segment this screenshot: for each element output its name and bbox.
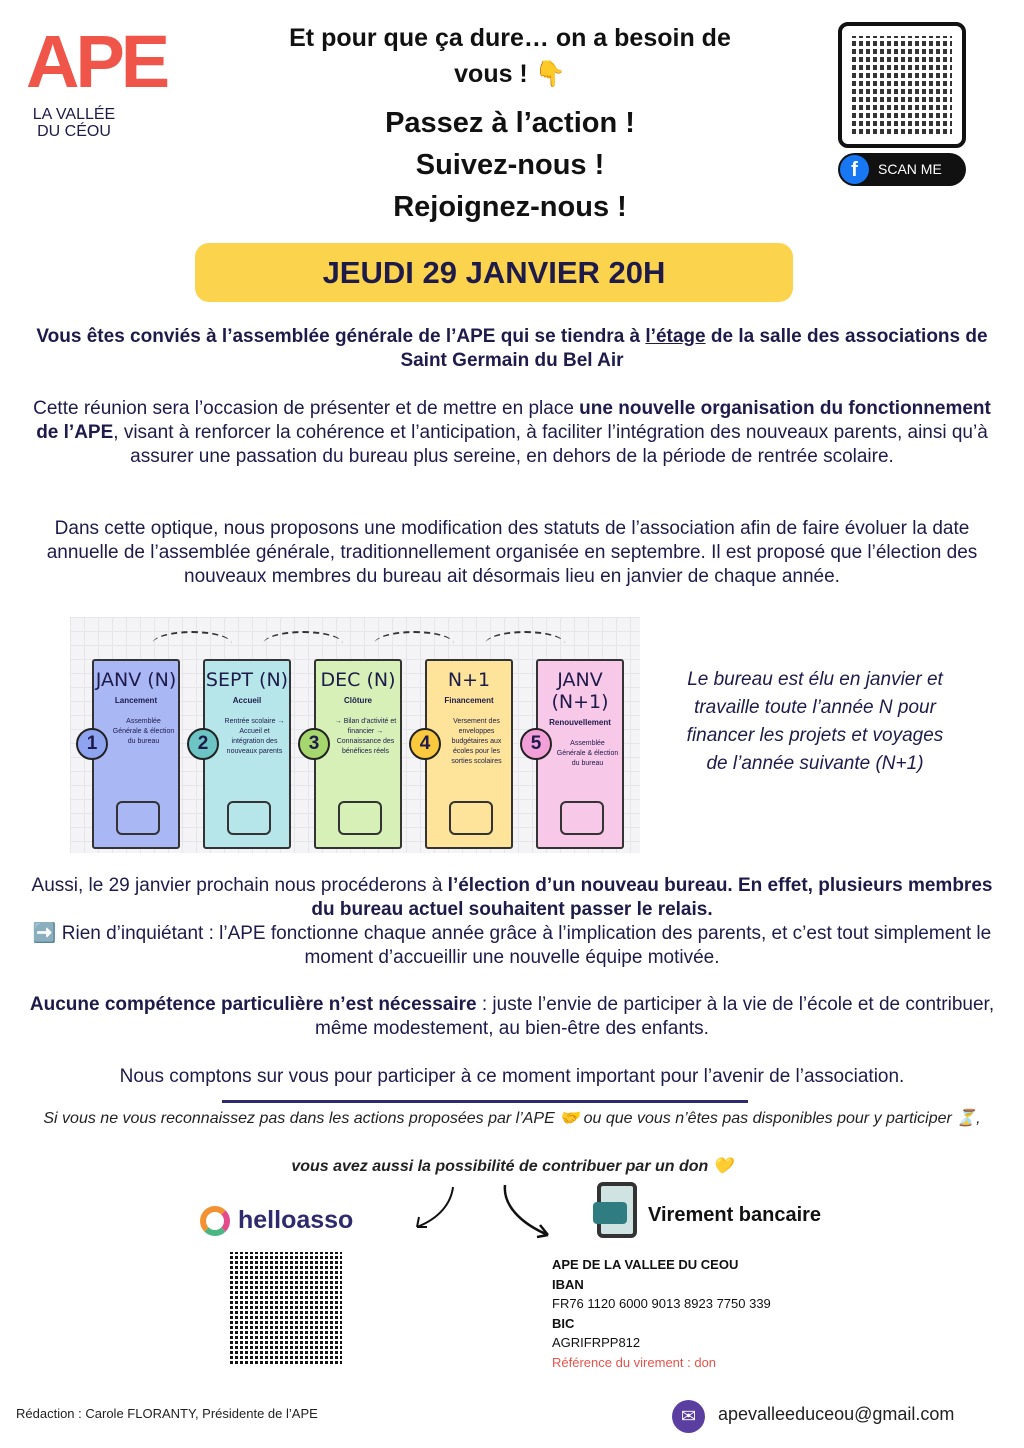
step-number: 4 bbox=[409, 728, 441, 760]
logo-name: LA VALLÉE DU CÉOU bbox=[32, 106, 116, 140]
cta-2: Suivez-nous ! bbox=[415, 149, 605, 181]
step-subtitle: Clôture bbox=[344, 696, 372, 705]
divider bbox=[222, 1100, 748, 1103]
timeline-step-4 bbox=[425, 659, 513, 849]
paragraph-closing: Nous comptons sur vous pour participer à ce moment important pour l’avenir de l’association. bbox=[119, 1066, 905, 1087]
bic-value[interactable]: AGRIFRPP812 bbox=[552, 1335, 641, 1350]
scan-me-label: SCAN ME bbox=[878, 161, 942, 177]
step-description: → Bilan d’activité et financier → Connaissance des bénéfices réels bbox=[334, 718, 397, 755]
paragraph-competence bbox=[27, 993, 997, 1041]
helloasso-qr-code[interactable] bbox=[230, 1252, 342, 1364]
p5-text: : juste l’envie de participer à la vie de l’école et de contribuer, même modestement, au bien-être des enfants. bbox=[315, 994, 995, 1039]
cta-3: Rejoignez-nous ! bbox=[393, 191, 627, 223]
step-title: DEC (N) bbox=[320, 669, 396, 691]
account-holder: APE DE LA VALLEE DU CEOU bbox=[552, 1257, 739, 1272]
dashed-arrow-icon bbox=[374, 631, 454, 657]
p4-bold: l’élection d’un nouveau bureau. En effet, plusieurs membres du bureau actuel souhaitent passer le relais. bbox=[311, 875, 993, 920]
event-date-banner: JEUDI 29 JANVIER 20H bbox=[195, 243, 793, 302]
wallet-phone-icon bbox=[597, 1182, 637, 1238]
step-subtitle: Renouvellement bbox=[549, 718, 611, 727]
p4-text: Aussi, le 29 janvier prochain nous procéderons à bbox=[31, 875, 448, 896]
envelope-icon: ✉ bbox=[672, 1400, 705, 1433]
cta-1: Passez à l’action ! bbox=[385, 107, 635, 139]
timeline-step-3 bbox=[314, 659, 402, 849]
p2-text-end: , visant à renforcer la cohérence et l’anticipation, à faciliter l’intégration des nouveaux parents, ainsi qu’à assurer une passation du bureau plus sereine, en dehors de la période de rentrée scolaire. bbox=[113, 422, 988, 467]
donation-intro: Si vous ne vous reconnaissez pas dans les actions proposées par l’APE 🤝 ou que vous n’êtes pas disponibles pour y participer ⏳, bbox=[43, 1110, 981, 1127]
timeline-step-1 bbox=[92, 659, 180, 849]
timeline-step-2 bbox=[203, 659, 291, 849]
step-description: Assemblée Générale & élection du bureau bbox=[112, 718, 175, 745]
intro-underlined: l’étage bbox=[645, 326, 706, 347]
step-subtitle: Accueil bbox=[232, 696, 262, 705]
step-illustration-icon bbox=[116, 801, 160, 835]
step-description: Rentrée scolaire → Accueil et intégration des nouveaux parents bbox=[224, 718, 285, 755]
step-subtitle: Lancement bbox=[114, 696, 158, 705]
step-title: SEPT (N) bbox=[205, 669, 289, 691]
logo-letters: APE bbox=[26, 20, 167, 103]
donation-cta: vous avez aussi la possibilité de contribuer par un don 💛 bbox=[291, 1158, 733, 1175]
helloasso-ring-icon bbox=[200, 1206, 230, 1236]
intro-text: Vous êtes conviés à l’assemblée générale de l’APE qui se tiendra à bbox=[36, 326, 646, 347]
dashed-arrow-icon bbox=[152, 631, 232, 657]
call-to-action bbox=[300, 102, 720, 228]
step-title: JANV (N+1) bbox=[551, 669, 609, 713]
paragraph-election bbox=[27, 874, 997, 970]
bank-details bbox=[552, 1255, 771, 1372]
paragraph-organisation bbox=[27, 397, 997, 469]
bic-label: BIC bbox=[552, 1315, 575, 1331]
header-line: Et pour que ça dure… on a besoin de vous ! 👇 bbox=[289, 24, 731, 88]
timeline-infographic bbox=[70, 617, 640, 853]
bank-transfer-title: Virement bancaire bbox=[648, 1204, 822, 1226]
contact-email[interactable]: apevalleeduceou@gmail.com bbox=[718, 1404, 955, 1424]
helloasso-label: helloasso bbox=[238, 1206, 354, 1234]
intro-paragraph bbox=[27, 325, 997, 373]
p2-bold: une nouvelle organisation du fonctionnement de l’APE bbox=[36, 398, 991, 443]
step-illustration-icon bbox=[338, 801, 382, 835]
step-illustration-icon bbox=[227, 801, 271, 835]
step-illustration-icon bbox=[560, 801, 604, 835]
iban-label: IBAN bbox=[552, 1276, 584, 1292]
paragraph-statuts: Dans cette optique, nous proposons une modification des statuts de l’association afin de faire évoluer la date annuelle de l’assemblée générale, traditionnellement organisée en septembre. Il est proposé que l’élection des nouveaux membres du bureau ait désormais lieu en janvier de chaque année. bbox=[46, 518, 978, 587]
facebook-qr-code[interactable] bbox=[838, 22, 966, 148]
step-title: N+1 bbox=[447, 669, 491, 691]
timeline-step-5 bbox=[536, 659, 624, 849]
iban-value[interactable]: FR76 1120 6000 9013 8923 7750 339 bbox=[552, 1296, 771, 1311]
dashed-arrow-icon bbox=[485, 631, 565, 657]
step-number: 3 bbox=[298, 728, 330, 760]
step-subtitle: Financement bbox=[444, 696, 494, 705]
step-number: 1 bbox=[76, 728, 108, 760]
facebook-icon: f bbox=[840, 155, 869, 184]
p5-bold: Aucune compétence particulière n’est nécessaire bbox=[29, 994, 477, 1015]
p2-text: Cette réunion sera l’occasion de présenter et de mettre en place bbox=[33, 398, 580, 419]
step-number: 2 bbox=[187, 728, 219, 760]
step-number: 5 bbox=[520, 728, 552, 760]
dashed-arrow-icon bbox=[263, 631, 343, 657]
transfer-reference: Référence du virement : don bbox=[552, 1354, 717, 1370]
intro-text-end: de la salle des associations de Saint Germain du Bel Air bbox=[400, 326, 988, 371]
p4-reassure: ➡️ Rien d’inquiétant : l’APE fonctionne chaque année grâce à l’implication des parents, et c’est tout simplement le moment d’accueillir une nouvelle équipe motivée. bbox=[32, 923, 992, 968]
author-credit: Rédaction : Carole FLORANTY, Présidente de l’APE bbox=[16, 1406, 318, 1421]
arrows-icon bbox=[405, 1183, 565, 1243]
ape-logo bbox=[26, 20, 167, 142]
side-note: Le bureau est élu en janvier et travaille toute l’année N pour financer les projets et voyages de l’année suivante (N+1) bbox=[686, 669, 944, 774]
step-description: Versement des enveloppes budgétaires aux écoles pour les sorties scolaires bbox=[451, 718, 502, 765]
scan-me-badge bbox=[838, 153, 966, 186]
step-description: Assemblée Générale & élection du bureau bbox=[556, 740, 619, 767]
helloasso-logo[interactable] bbox=[200, 1203, 353, 1237]
step-illustration-icon bbox=[449, 801, 493, 835]
step-title: JANV (N) bbox=[95, 669, 177, 691]
